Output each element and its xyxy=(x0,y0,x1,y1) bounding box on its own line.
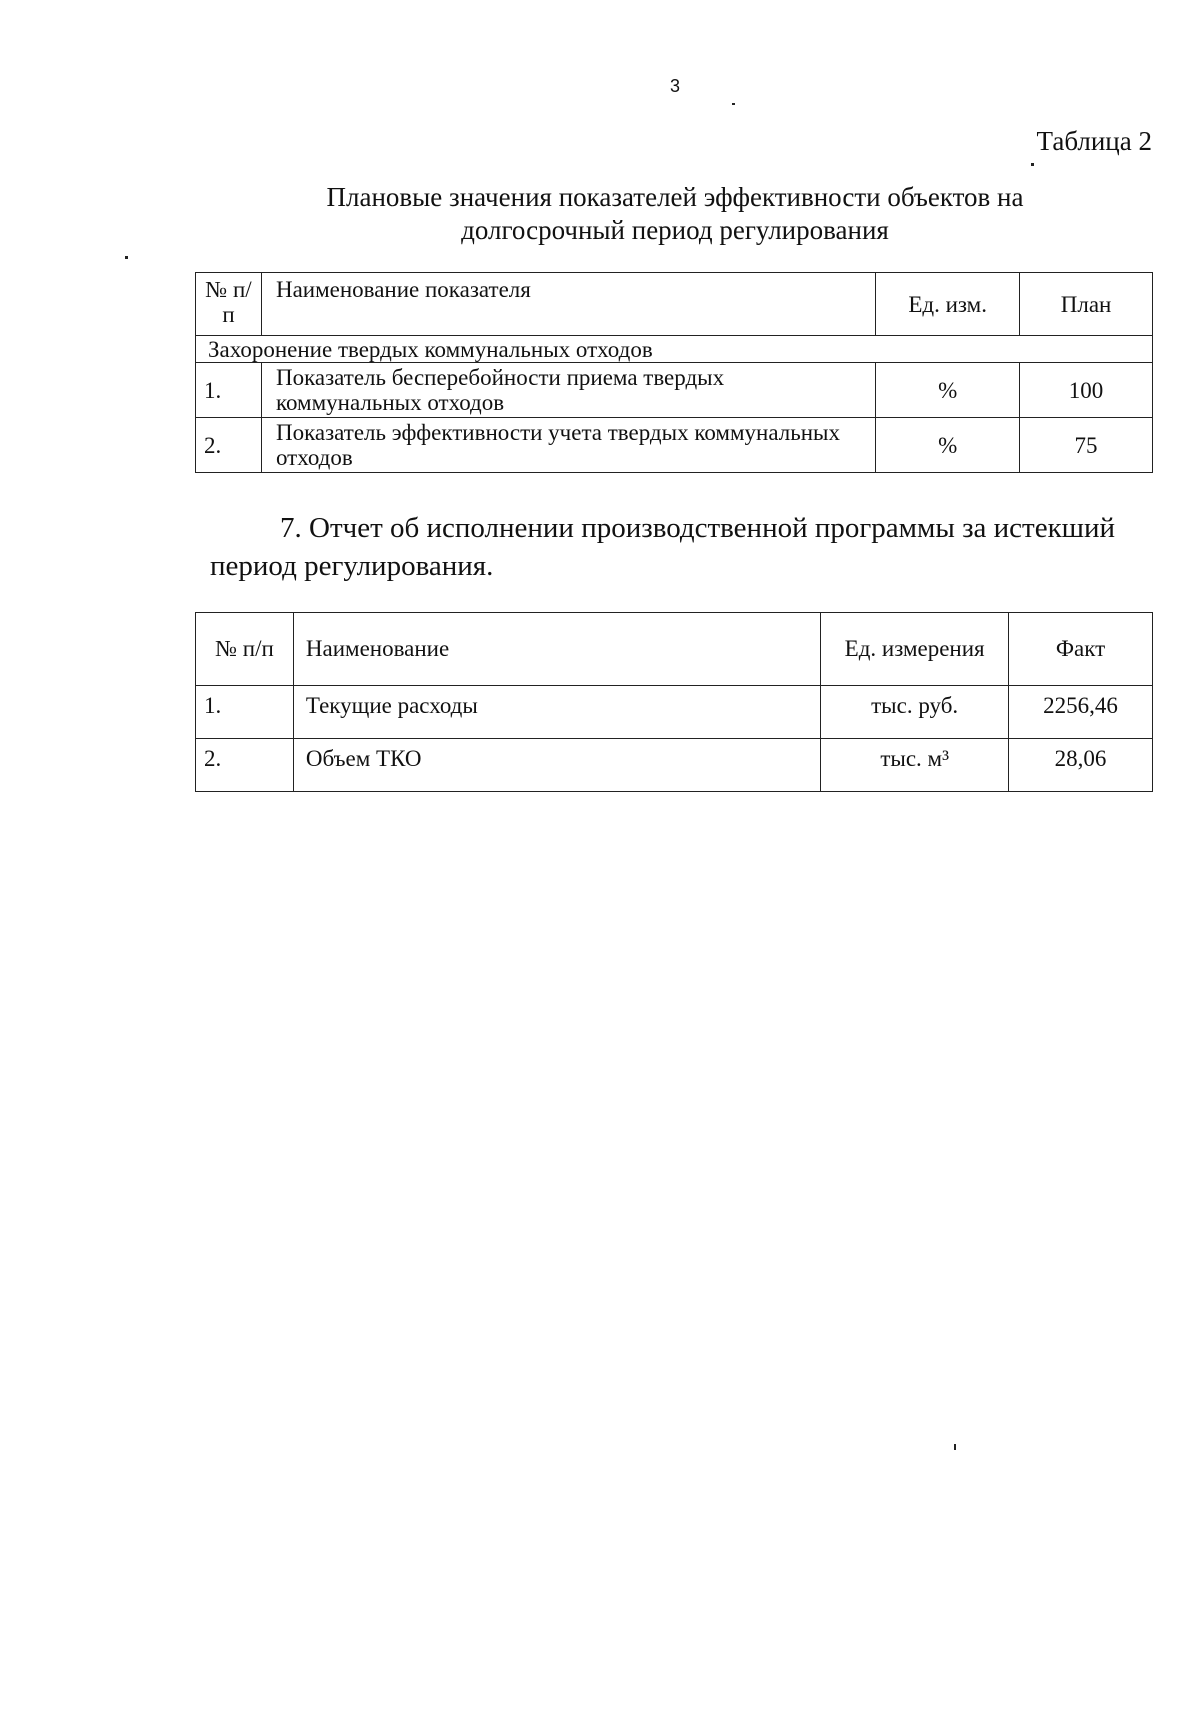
row-unit: тыс. руб. xyxy=(821,686,1009,739)
row-num: 1. xyxy=(196,686,294,739)
table-header-row xyxy=(196,273,1153,336)
table-label: Таблица 2 xyxy=(1036,126,1152,156)
row-fact: 2256,46 xyxy=(1009,686,1153,739)
section-label: Захоронение твердых коммунальных отходов xyxy=(196,336,1153,363)
scan-speck xyxy=(1031,163,1034,166)
row-name: Показатель бесперебойности приема твердых коммунальных отходов xyxy=(261,363,875,418)
table-row xyxy=(196,418,1153,473)
row-name: Текущие расходы xyxy=(293,686,820,739)
table-header-row xyxy=(196,613,1153,686)
table-section-row xyxy=(196,336,1153,363)
table-row xyxy=(196,739,1153,792)
section-7-heading-line-1: 7. Отчет об исполнении производственной программы за истекший xyxy=(280,512,1116,544)
row-plan: 75 xyxy=(1020,418,1153,473)
row-fact: 28,06 xyxy=(1009,739,1153,792)
row-num: 2. xyxy=(196,418,262,473)
section-7-heading-line-2: период регулирования. xyxy=(210,550,494,582)
plan-indicators-table xyxy=(195,272,1153,473)
scan-speck xyxy=(732,103,735,105)
row-name: Объем ТКО xyxy=(293,739,820,792)
table-title-line-1: Плановые значения показателей эффективности объектов на xyxy=(326,182,1024,212)
header-name: Наименование показателя xyxy=(261,273,875,336)
table-row xyxy=(196,363,1153,418)
table-row xyxy=(196,686,1153,739)
row-num: 2. xyxy=(196,739,294,792)
header-fact: Факт xyxy=(1009,613,1153,686)
row-unit: % xyxy=(876,363,1020,418)
scan-speck xyxy=(125,256,128,259)
row-plan: 100 xyxy=(1020,363,1153,418)
page-number: 3 xyxy=(669,76,680,96)
section-7-heading xyxy=(210,509,1153,585)
header-plan: План xyxy=(1020,273,1153,336)
header-num: № п/п xyxy=(196,613,294,686)
scan-speck xyxy=(954,1444,956,1450)
report-table xyxy=(195,612,1153,792)
row-name: Показатель эффективности учета твердых коммунальных отходов xyxy=(261,418,875,473)
table-title-line-2: долгосрочный период регулирования xyxy=(461,215,889,245)
row-unit: % xyxy=(876,418,1020,473)
row-unit: тыс. м³ xyxy=(821,739,1009,792)
header-unit: Ед. измерения xyxy=(821,613,1009,686)
table-title xyxy=(250,181,1100,247)
header-num: № п/п xyxy=(196,273,262,336)
header-unit: Ед. изм. xyxy=(876,273,1020,336)
header-name: Наименование xyxy=(293,613,820,686)
row-num: 1. xyxy=(196,363,262,418)
